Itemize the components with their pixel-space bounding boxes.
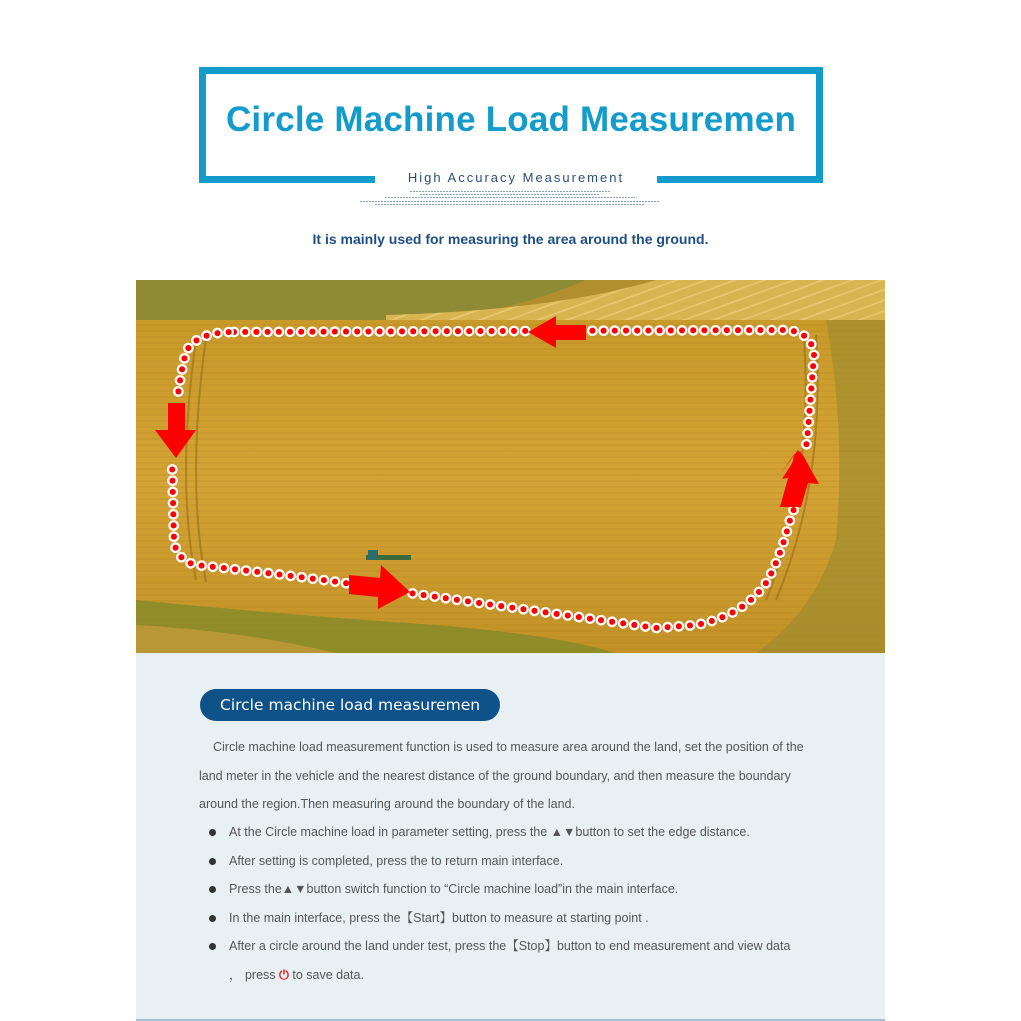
path-dot [804, 418, 812, 426]
path-dot [776, 549, 784, 557]
path-dot [398, 327, 406, 335]
path-dot [184, 344, 192, 352]
path-dot [487, 327, 495, 335]
path-dot [375, 327, 383, 335]
path-dot [745, 326, 753, 334]
path-dot [807, 340, 815, 348]
path-dot [575, 613, 583, 621]
field-illustration [136, 280, 885, 653]
path-dot [663, 623, 671, 631]
path-dot [689, 326, 697, 334]
path-dot [767, 326, 775, 334]
path-dot [652, 624, 660, 632]
path-dot [641, 622, 649, 630]
path-dot [197, 561, 205, 569]
path-dot [779, 326, 787, 334]
path-dot [169, 499, 177, 507]
path-dot [297, 573, 305, 581]
continuation-prefix: ， press [229, 967, 280, 982]
path-dot [521, 327, 529, 335]
path-dot [275, 570, 283, 578]
instruction-item [199, 904, 839, 933]
path-dot [599, 326, 607, 334]
instruction-item [199, 847, 839, 876]
instruction-list [199, 818, 839, 989]
path-dot [264, 569, 272, 577]
path-dot [552, 610, 560, 618]
path-dot [630, 621, 638, 629]
power-icon: ⏻ [279, 967, 289, 982]
path-dot [756, 326, 764, 334]
instruction-text: In the main interface, press the【Start】button to measure at starting point . [229, 910, 649, 925]
path-dot [588, 327, 596, 335]
path-dot [767, 569, 775, 577]
path-dot [497, 602, 505, 610]
path-dot [805, 407, 813, 415]
bullet-icon [209, 943, 216, 950]
path-dot [408, 589, 416, 597]
path-dot [622, 326, 630, 334]
path-dot [675, 622, 683, 630]
bullet-icon [209, 886, 216, 893]
path-dot [802, 440, 810, 448]
path-dot [772, 559, 780, 567]
path-dot [810, 351, 818, 359]
path-dot [476, 327, 484, 335]
path-dot [711, 326, 719, 334]
instruction-text: At the Circle machine load in parameter setting, press the ▲▼button to set the edge distance. [229, 825, 750, 839]
path-dot [655, 326, 663, 334]
path-dot [442, 594, 450, 602]
instruction-item [199, 818, 839, 847]
path-dot [319, 327, 327, 335]
path-dot [186, 559, 194, 567]
path-dot [786, 516, 794, 524]
path-dot [275, 328, 283, 336]
path-dot [728, 608, 736, 616]
path-dot [231, 565, 239, 573]
path-dot [790, 327, 798, 335]
path-dot [611, 326, 619, 334]
instruction-text: After setting is completed, press the to return main interface. [229, 853, 564, 868]
path-dot [499, 327, 507, 335]
bullet-icon [209, 858, 216, 865]
path-dot [597, 616, 605, 624]
path-dot [807, 384, 815, 392]
path-dot [242, 566, 250, 574]
path-dot [430, 592, 438, 600]
path-dot [465, 327, 473, 335]
path-dot [723, 326, 731, 334]
path-dot [718, 613, 726, 621]
path-dot [168, 465, 176, 473]
path-dot [309, 574, 317, 582]
path-dot [170, 532, 178, 540]
instruction-text: After a circle around the land under test, press the【Stop】button to end measurement and view data [229, 939, 791, 953]
path-dot [738, 603, 746, 611]
path-dot [762, 579, 770, 587]
path-dot [263, 328, 271, 336]
path-dot [779, 538, 787, 546]
path-dot [252, 328, 260, 336]
path-dot [453, 596, 461, 604]
section-heading-pill: Circle machine load measuremen [200, 689, 500, 721]
path-dot [508, 603, 516, 611]
path-dot [789, 506, 797, 514]
path-dot [633, 326, 641, 334]
description-panel [136, 653, 885, 1021]
path-dot [176, 376, 184, 384]
path-dot [510, 327, 518, 335]
path-dot [420, 327, 428, 335]
instruction-text: Press the▲▼button switch function to “Circle machine load”in the main interface. [229, 882, 679, 896]
path-dot [644, 326, 652, 334]
path-dot [331, 577, 339, 585]
path-dot [174, 387, 182, 395]
path-dot [697, 620, 705, 628]
path-dot [734, 326, 742, 334]
path-dot [177, 553, 185, 561]
path-dot [800, 332, 808, 340]
path-dot [297, 328, 305, 336]
continuation-suffix: to save data. [288, 967, 364, 982]
path-dot [431, 327, 439, 335]
path-dot [213, 329, 221, 337]
path-dot [241, 328, 249, 336]
path-dot [519, 605, 527, 613]
path-dot [419, 591, 427, 599]
path-dot [708, 617, 716, 625]
path-dot [224, 328, 232, 336]
path-dot [783, 527, 791, 535]
path-dot [320, 576, 328, 584]
path-dot [180, 354, 188, 362]
path-dot [454, 327, 462, 335]
lead-text: It is mainly used for measuring the area around the ground. [312, 231, 709, 247]
path-dot [331, 327, 339, 335]
instruction-item [199, 932, 839, 961]
path-dot [700, 326, 708, 334]
decorative-fine-text [355, 191, 665, 207]
path-dot [387, 327, 395, 335]
path-dot [619, 619, 627, 627]
path-dot [586, 614, 594, 622]
path-dot [202, 331, 210, 339]
path-dot [342, 327, 350, 335]
instruction-continuation [199, 961, 839, 990]
path-dot [178, 365, 186, 373]
path-dot [192, 336, 200, 344]
path-dot [486, 600, 494, 608]
path-dot [475, 599, 483, 607]
path-dot [169, 510, 177, 518]
path-dot [364, 327, 372, 335]
path-dot [169, 488, 177, 496]
path-dot [220, 564, 228, 572]
path-dot [168, 477, 176, 485]
path-dot [171, 543, 179, 551]
path-dot [169, 521, 177, 529]
field-photo [136, 280, 885, 653]
path-dot [209, 563, 217, 571]
path-dot [667, 326, 675, 334]
path-dot [564, 611, 572, 619]
bullet-icon [209, 829, 216, 836]
path-dot [443, 327, 451, 335]
bullet-icon [209, 915, 216, 922]
path-dot [541, 608, 549, 616]
path-dot [806, 395, 814, 403]
path-dot [747, 596, 755, 604]
path-dot [808, 373, 816, 381]
description-paragraph: Circle machine load measurement function is used to measure area around the land, set the position of the land meter in the vehicle and the nearest distance of the ground boundary, and then measure the boundary around the region.Then measuring around the boundary of the land. [199, 740, 804, 811]
page-subtitle: High Accuracy Measurement [407, 170, 625, 185]
path-dot [409, 327, 417, 335]
path-dot [809, 362, 817, 370]
path-dot [286, 572, 294, 580]
path-dot [530, 607, 538, 615]
path-dot [286, 328, 294, 336]
path-dot [755, 588, 763, 596]
path-dot [608, 618, 616, 626]
instruction-item [199, 875, 839, 904]
path-dot [464, 597, 472, 605]
page-title: Circle Machine Load Measuremen [225, 100, 797, 139]
path-dot [678, 326, 686, 334]
path-dot [308, 328, 316, 336]
path-dot [686, 621, 694, 629]
path-dot [353, 327, 361, 335]
path-dot [253, 568, 261, 576]
path-dot [803, 429, 811, 437]
